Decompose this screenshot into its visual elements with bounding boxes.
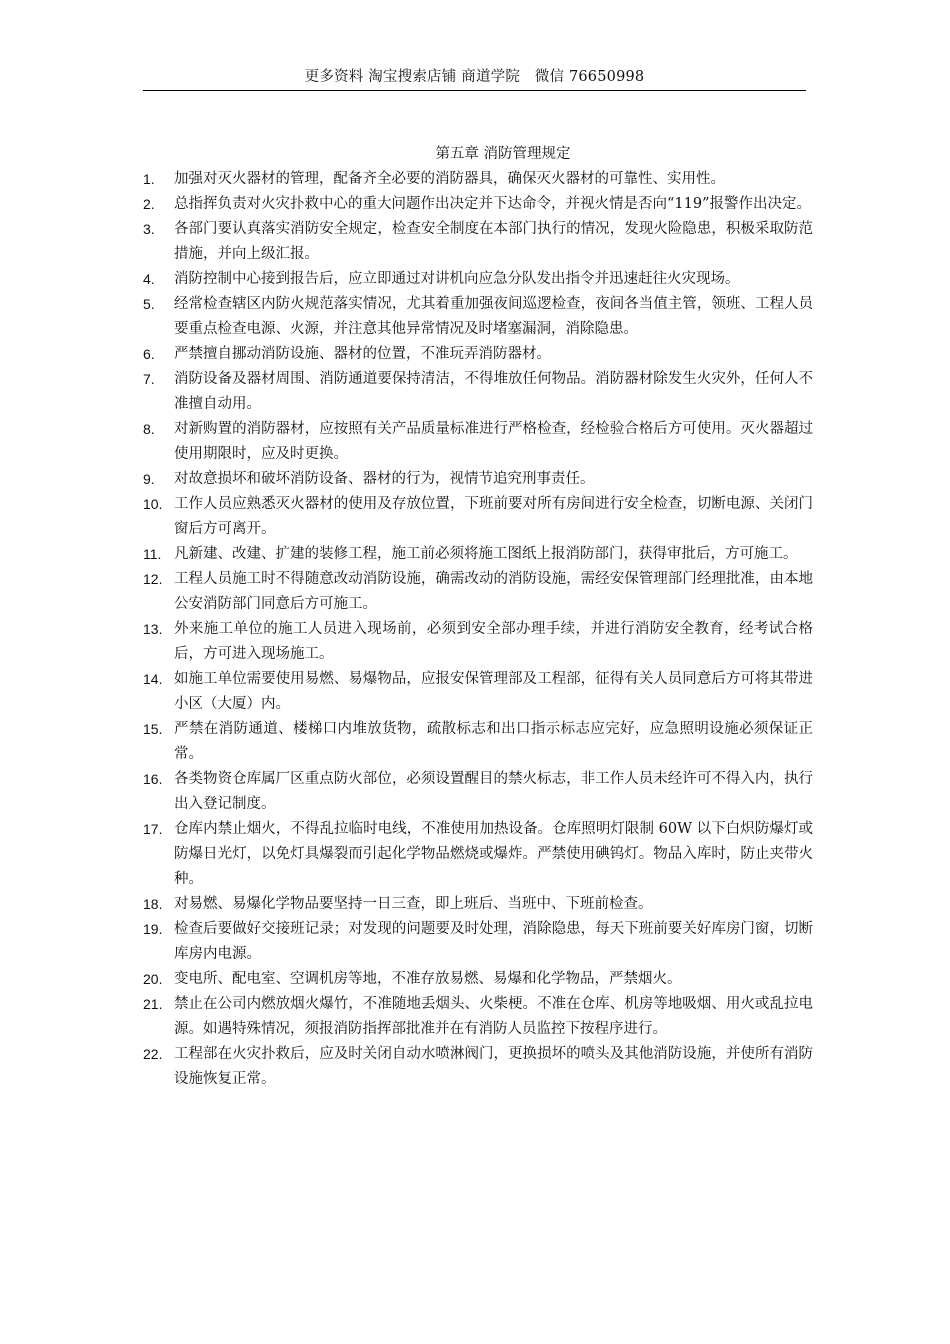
list-item — [143, 167, 813, 192]
list-item-text: 总指挥负责对火灾扑救中心的重大问题作出决定并下达命令，并视火情是否向“119”报警作出决定。 — [174, 196, 811, 212]
list-item-text: 工程人员施工时不得随意改动消防设施，确需改动的消防设施，需经安保管理部门经理批准，由本地公安消防部门同意后方可施工。 — [174, 571, 813, 612]
list-item-text: 各部门要认真落实消防安全规定，检查安全制度在本部门执行的情况，发现火险隐患，积极采取防范措施，并向上级汇报。 — [174, 221, 813, 262]
chapter-title: 第五章 消防管理规定 — [435, 146, 571, 162]
list-item — [143, 992, 813, 1042]
list-item-number: 12. — [143, 571, 163, 587]
list-item-text: 各类物资仓库属厂区重点防火部位，必须设置醒目的禁火标志，非工作人员未经许可不得入内，执行出入登记制度。 — [174, 771, 813, 812]
list-item-text: 对易燃、易爆化学物品要坚持一日三查，即上班后、当班中、下班前检查。 — [174, 896, 653, 912]
list-item-text: 检查后要做好交接班记录；对发现的问题要及时处理，消除隐患，每天下班前要关好库房门窗，切断库房内电源。 — [174, 921, 813, 962]
list-item — [143, 292, 813, 342]
list-item-text: 加强对灭火器材的管理，配备齐全必要的消防器具，确保灭火器材的可靠性、实用性。 — [174, 171, 725, 187]
list-item-number: 10. — [143, 496, 163, 512]
list-item-number: 6. — [143, 346, 155, 362]
list-item — [143, 667, 813, 717]
list-item — [143, 617, 813, 667]
list-item — [143, 1042, 813, 1092]
list-item — [143, 417, 813, 467]
list-item — [143, 367, 813, 417]
list-item-number: 2. — [143, 196, 155, 212]
list-item — [143, 492, 813, 542]
list-item-number: 9. — [143, 471, 155, 487]
list-item — [143, 217, 813, 267]
list-item-text: 仓库内禁止烟火，不得乱拉临时电线，不准使用加热设备。仓库照明灯限制 60W 以下白炽防爆灯或防爆日光灯，以免灯具爆裂而引起化学物品燃烧或爆炸。严禁使用碘钨灯。物品入库时，防止夹带火种。 — [174, 821, 813, 887]
list-item — [143, 567, 813, 617]
list-item — [143, 817, 813, 892]
list-item-number: 20. — [143, 971, 163, 987]
list-item — [143, 767, 813, 817]
list-item-number: 18. — [143, 896, 163, 912]
list-item-number: 21. — [143, 996, 163, 1012]
list-item — [143, 342, 813, 367]
list-item-text: 凡新建、改建、扩建的装修工程，施工前必须将施工图纸上报消防部门，获得审批后，方可施工。 — [174, 546, 798, 562]
list-item-text: 消防设备及器材周围、消防通道要保持清洁，不得堆放任何物品。消防器材除发生火灾外，任何人不准擅自动用。 — [174, 371, 813, 412]
list-item-text: 外来施工单位的施工人员进入现场前，必须到安全部办理手续，并进行消防安全教育，经考试合格后，方可进入现场施工。 — [174, 621, 813, 662]
list-item — [143, 717, 813, 767]
list-item-text: 严禁在消防通道、楼梯口内堆放货物，疏散标志和出口指示标志应完好，应急照明设施必须保证正常。 — [174, 721, 813, 762]
list-item — [143, 267, 813, 292]
list-item-text: 对故意损坏和破坏消防设备、器材的行为，视情节追究刑事责任。 — [174, 471, 595, 487]
list-item-number: 8. — [143, 421, 155, 437]
list-item — [143, 542, 813, 567]
rules-list — [143, 167, 813, 1092]
list-item-text: 经常检查辖区内防火规范落实情况，尤其着重加强夜间巡逻检查，夜间各当值主管，领班、工程人员要重点检查电源、火源，并注意其他异常情况及时堵塞漏洞，消除隐患。 — [174, 296, 813, 337]
list-item-text: 如施工单位需要使用易燃、易爆物品，应报安保管理部及工程部，征得有关人员同意后方可将其带进小区（大厦）内。 — [174, 671, 813, 712]
list-item-number: 15. — [143, 721, 163, 737]
list-item-number: 16. — [143, 771, 163, 787]
list-item-number: 11. — [143, 546, 162, 562]
list-item — [143, 467, 813, 492]
list-item-text: 变电所、配电室、空调机房等地，不准存放易燃、易爆和化学物品，严禁烟火。 — [174, 971, 682, 987]
list-item — [143, 917, 813, 967]
list-item-number: 5. — [143, 296, 155, 312]
list-item-number: 14. — [143, 671, 163, 687]
list-item-number: 4. — [143, 271, 155, 287]
list-item-text: 消防控制中心接到报告后，应立即通过对讲机向应急分队发出指令并迅速赶往火灾现场。 — [174, 271, 740, 287]
list-item-number: 22. — [143, 1046, 163, 1062]
list-item-text: 工作人员应熟悉灭火器材的使用及存放位置，下班前要对所有房间进行安全检查，切断电源、关闭门窗后方可离开。 — [174, 496, 813, 537]
list-item-number: 13. — [143, 621, 163, 637]
list-item-text: 工程部在火灾扑救后，应及时关闭自动水喷淋阀门，更换损坏的喷头及其他消防设施，并使所有消防设施恢复正常。 — [174, 1046, 813, 1087]
list-item — [143, 192, 813, 217]
list-item-number: 7. — [143, 371, 155, 387]
list-item-text: 对新购置的消防器材，应按照有关产品质量标准进行严格检查，经检验合格后方可使用。灭火器超过使用期限时，应及时更换。 — [174, 421, 813, 462]
list-item-text: 禁止在公司内燃放烟火爆竹，不准随地丢烟头、火柴梗。不准在仓库、机房等地吸烟、用火或乱拉电源。如遇特殊情况，须报消防指挥部批准并在有消防人员监控下按程序进行。 — [174, 996, 813, 1037]
list-item-number: 1. — [143, 171, 155, 187]
list-item — [143, 967, 813, 992]
list-item-number: 3. — [143, 221, 155, 237]
list-item — [143, 892, 813, 917]
list-item-number: 17. — [143, 821, 163, 837]
list-item-text: 严禁擅自挪动消防设施、器材的位置，不准玩弄消防器材。 — [174, 346, 551, 362]
page-header: 更多资料 淘宝搜索店铺 商道学院 微信 76650998 — [143, 68, 806, 91]
list-item-number: 19. — [143, 921, 163, 937]
